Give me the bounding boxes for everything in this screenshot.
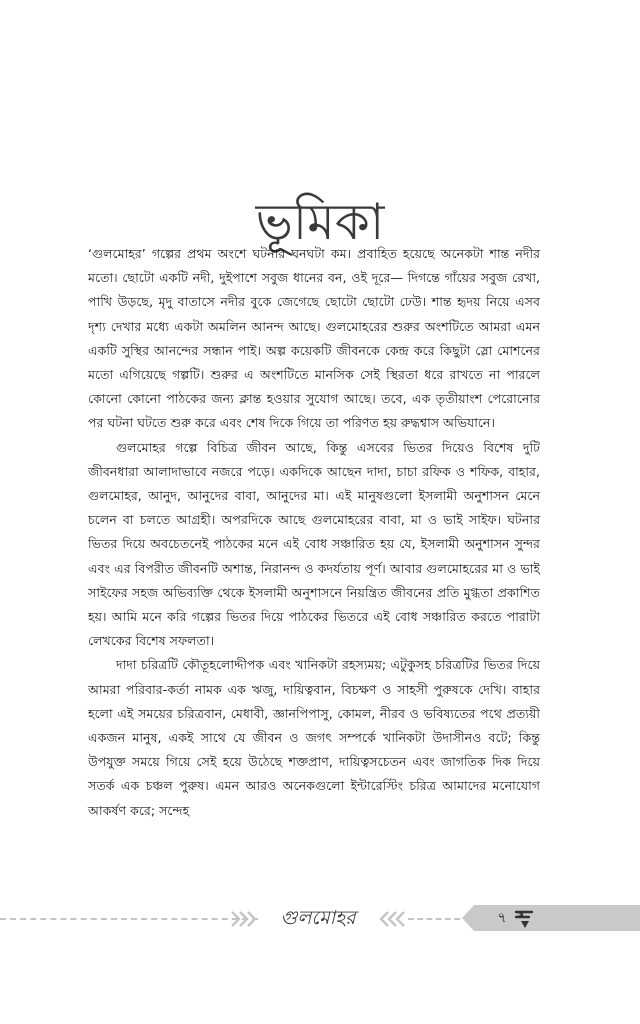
footer-book-title: গুলমোহর xyxy=(280,907,356,929)
page-footer xyxy=(0,902,640,936)
paragraph: গুলমোহর গল্পে বিচিত্র জীবন আছে, কিন্তু এসবের ভিতর দিয়েও বিশেষ দুটি জীবনধারা আলাদাভাবে নজরে পড়ে। একদিকে আছেন দাদা, চাচা রফিক ও শফিক, বাহার, গুলমোহর, আনুদ, আনুদের বাবা, আনুদের মা। এই মানুষগুলো ইসলামী অনুশাসন মেনে চলেন বা চলতে আগ্রহী। অপরদিকে আছে গুলমোহরের বাবা, মা ও ভাই সাইফ। ঘটনার ভিতর দিয়ে অবচেতনেই পাঠকের মনে এই বোধ সঞ্চারিত হয় যে, ইসলামী অনুশাসন সুন্দর এবং এর বিপরীত জীবনটি অশান্ত, নিরানন্দ ও কদর্যতায় পূর্ণ। আবার গুলমোহরের মা ও ভাই সাইফের সহজ অভিব্যক্তি থেকে ইসলামী অনুশাসনে নিয়ন্ত্রিত জীবনের প্রতি মুগ্ধতা প্রকাশিত হয়। আমি মনে করি গল্পের ভিতর দিয়ে পাঠকের ভিতরে এই বোধ সঞ্চারিত করতে পারাটা লেখকের বিশেষ সফলতা। xyxy=(88,439,540,649)
publisher-logo-icon xyxy=(512,906,538,932)
footer-dashed-divider xyxy=(408,918,460,920)
page-title: ভূমিকা xyxy=(255,192,385,251)
chevrons-left-icon xyxy=(374,909,410,929)
chevrons-right-icon xyxy=(226,909,262,929)
footer-dashed-divider xyxy=(0,918,258,920)
page-number: ৭ xyxy=(497,910,507,926)
paragraph: দাদা চরিত্রটি কৌতূহলোদ্দীপক এবং খানিকটা রহস্যময়; এটুকুসহ চরিত্রটির ভিতর দিয়ে আমরা পরিবার-কর্তা নামক এক ঋজু, দায়িত্ববান, বিচক্ষণ ও সাহসী পুরুষকে দেখি। বাহার হলো এই সময়ের চরিত্রবান, মেধাবী, জ্ঞানপিপাসু, কোমল, নীরব ও ভবিষ্যতের পথে প্রত্যয়ী একজন মানুষ, একই সাথে যে জীবন ও জগৎ সম্পর্কে খানিকটা উদাসীনও বটে; কিন্তু উপযুক্ত সময়ে গিয়ে সেই হয়ে উঠেছে শক্তপ্রাণ, দায়িত্বসচেতন এবং জাগতিক দিক দিয়ে সতর্ক এক চঞ্চল পুরুষ। এমন আরও অনেকগুলো ইন্টারেস্টিং চরিত্র আমাদের মনোযোগ আকর্ষণ করে; সন্দেহ xyxy=(88,657,540,818)
body-text xyxy=(88,242,540,823)
paragraph: ‘গুলমোহর’ গল্পের প্রথম অংশে ঘটনার ঘনঘটা কম। প্রবাহিত হয়েছে অনেকটা শান্ত নদীর মতো। ছোটো একটি নদী, দুইপাশে সবুজ ধানের বন, ওই দূরে— দিগন্তে গাঁয়ের সবুজ রেখা, পাখি উড়ছে, মৃদু বাতাসে নদীর বুকে জেগেছে ছোটো ছোটো ঢেউ। শান্ত হৃদয় নিয়ে এসব দৃশ্য দেখার মধ্যে একটা অমলিন আনন্দ আছে। গুলমোহরের শুরুর অংশটিতে আমরা এমন একটি সুস্থির আনন্দের সন্ধান পাই। অল্প কয়েকটি জীবনকে কেন্দ্র করে কিছুটা স্লো মোশনের মতো এগিয়েছে গল্পটি। শুরুর এ অংশটিতে মানসিক সেই স্থিরতা ধরে রাখতে না পারলে কোনো কোনো পাঠকের জন্য ক্লান্ত হওয়ার সুযোগ আছে। তবে, এক তৃতীয়াংশ পেরোনোর পর ঘটনা ঘটতে শুরু করে এবং শেষ দিকে গিয়ে তা পরিণত হয় রুদ্ধশ্বাস অভিযানে। xyxy=(88,246,540,431)
